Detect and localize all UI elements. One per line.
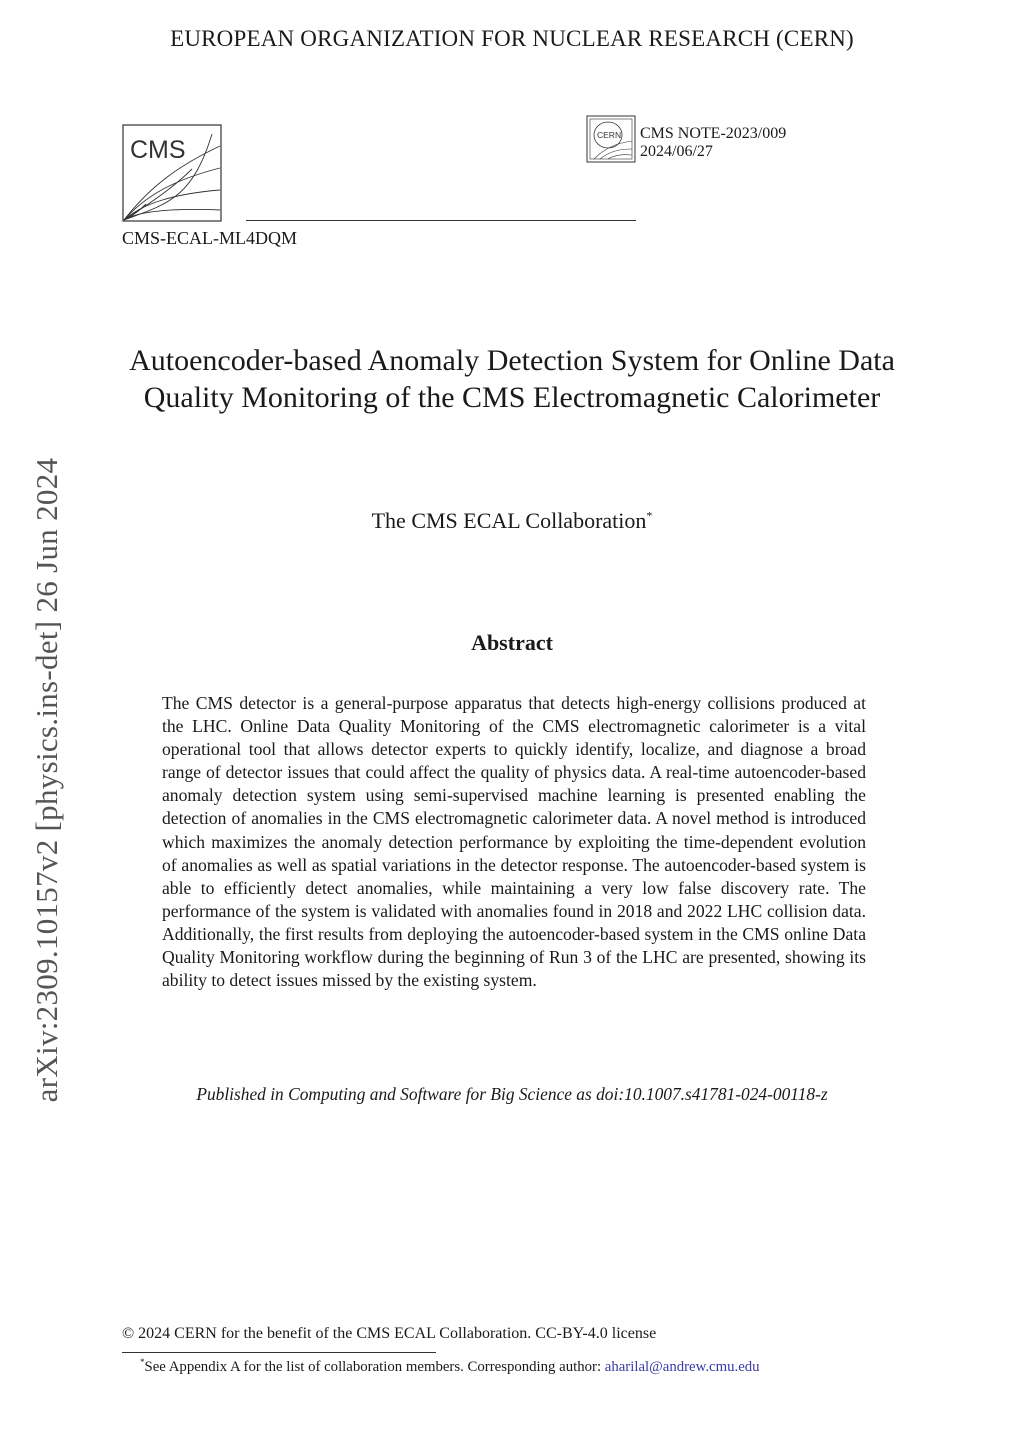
note-number: CMS NOTE-2023/009 [640, 125, 787, 142]
cern-logo-text: CERN [597, 130, 622, 140]
arxiv-stamp: arXiv:2309.10157v2 [physics.ins-det] 26 Jun 2024 [29, 457, 64, 1103]
header-rule [246, 220, 636, 221]
footnote [140, 1357, 760, 1376]
publication-note: Published in Computing and Software for Big Science as doi:10.1007.s41781-024-00118-z [196, 1084, 828, 1104]
authors [0, 508, 1024, 534]
author-name: The CMS ECAL Collaboration [371, 508, 647, 533]
footnote-mark: * [140, 1357, 145, 1367]
corresponding-author-email[interactable]: aharilal@andrew.cmu.edu [604, 1358, 760, 1375]
note-date: 2024/06/27 [640, 143, 713, 160]
note-id-block [640, 125, 786, 161]
cms-logo [122, 124, 222, 222]
copyright-line: © 2024 CERN for the benefit of the CMS ECAL Collaboration. CC-BY-4.0 license [122, 1325, 657, 1342]
author-footnote-mark: * [646, 508, 653, 523]
paper-title: Autoencoder-based Anomaly Detection System for Online Data Quality Monitoring of the CMS Electromagnetic Calorimeter [129, 344, 895, 414]
abstract-heading: Abstract [471, 630, 553, 655]
footnote-text: See Appendix A for the list of collaboration members. Corresponding author: [144, 1358, 605, 1375]
cms-logo-text: CMS [130, 136, 186, 164]
abstract-text: The CMS detector is a general-purpose apparatus that detects high-energy collisions produced at the LHC. Online Data Quality Monitoring of the CMS electromagnetic calorimeter is a vital operational tool that allows detector experts to quickly identify, localize, and diagnose a broad range of detector issues that could affect the quality of physics data. A real-time autoencoder-based anomaly detection system using semi-supervised machine learning is presented enabling the detection of anomalies in the CMS electromagnetic calorimeter data. A novel method is introduced which maximizes the anomaly detection performance by exploiting the time-dependent evolution of anomalies as well as spatial variations in the detector response. The autoencoder-based system is able to efficiently detect anomalies, while maintaining a very low false discovery rate. The performance of the system is validated with anomalies found in 2018 and 2022 LHC collision data. Additionally, the first results from deploying the autoencoder-based system in the CMS online Data Quality Monitoring workflow during the beginning of Run 3 of the LHC are presented, showing its ability to detect issues missed by the existing system. [162, 693, 866, 991]
organization-header: EUROPEAN ORGANIZATION FOR NUCLEAR RESEARCH (CERN) [170, 26, 854, 51]
internal-code: CMS-ECAL-ML4DQM [122, 228, 298, 248]
footnote-rule [122, 1352, 436, 1353]
cern-logo [586, 115, 636, 163]
